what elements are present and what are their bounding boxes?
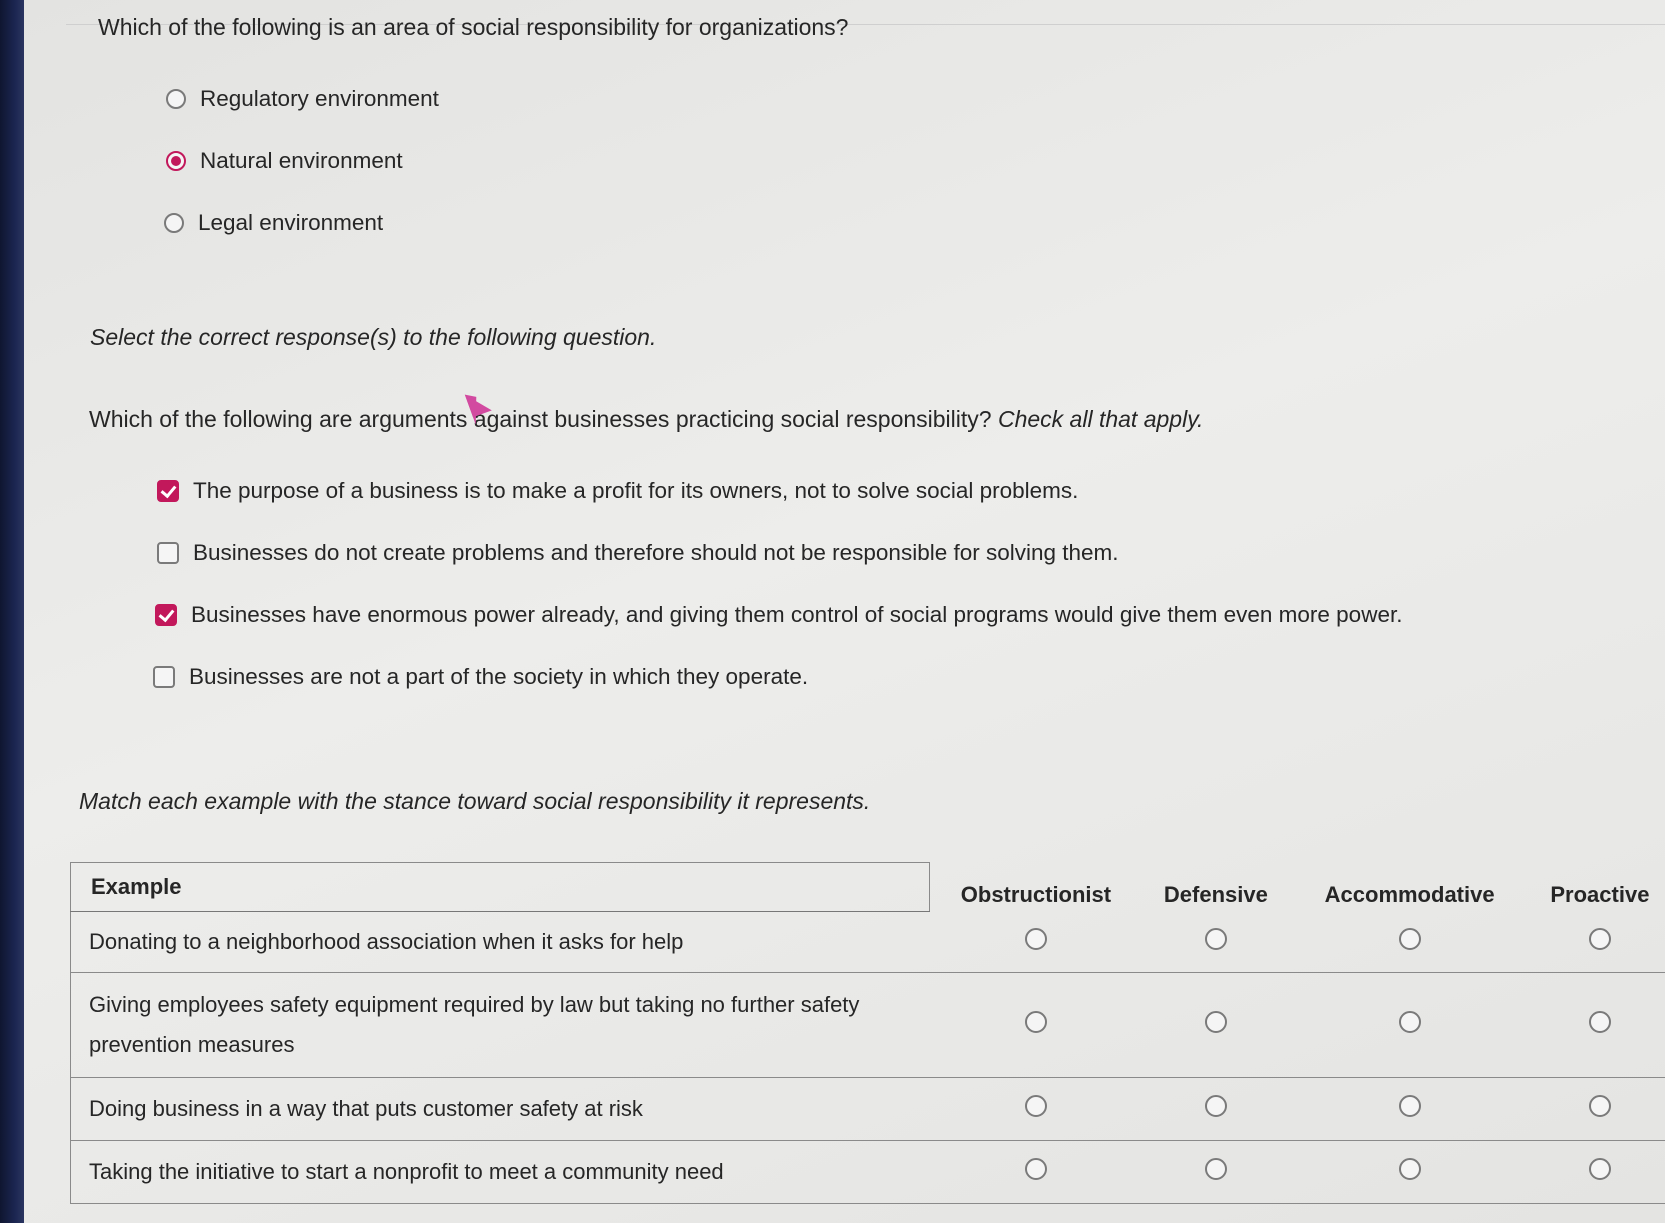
matching-table [70, 862, 1665, 1204]
radio-button[interactable] [1025, 1095, 1047, 1117]
q2-option-1[interactable] [157, 478, 1078, 504]
obstructionist-cell [929, 973, 1142, 1078]
left-sidebar-edge [0, 0, 24, 1223]
obstructionist-cell [929, 912, 1142, 973]
radio-button[interactable] [1399, 1158, 1421, 1180]
option-label: The purpose of a business is to make a profit for its owners, not to solve social problems. [193, 478, 1079, 503]
proactive-cell [1530, 1078, 1665, 1141]
option-label: Natural environment [200, 148, 403, 173]
example-cell: Doing business in a way that puts customer safety at risk [71, 1078, 930, 1141]
proactive-cell [1530, 912, 1665, 973]
defensive-cell [1142, 1141, 1289, 1204]
obstructionist-cell [929, 1078, 1142, 1141]
proactive-cell [1530, 973, 1665, 1078]
option-label: Regulatory environment [200, 86, 439, 111]
radio-button[interactable] [1205, 928, 1227, 950]
proactive-column-header: Proactive [1550, 881, 1650, 907]
obstructionist-column-header: Obstructionist [960, 881, 1112, 907]
radio-button[interactable] [1205, 1011, 1227, 1033]
example-column-header: Example [71, 863, 930, 912]
accommodative-cell [1289, 973, 1529, 1078]
checkbox[interactable] [153, 666, 175, 688]
option-label: Businesses do not create problems and therefore should not be responsible for solving them. [193, 540, 1119, 565]
q1-option-legal[interactable] [164, 210, 383, 236]
checkbox-checked[interactable] [157, 480, 179, 502]
question2-hint: Check all that apply. [997, 406, 1204, 432]
defensive-cell [1142, 1078, 1289, 1141]
radio-button[interactable] [1205, 1158, 1227, 1180]
radio-button[interactable] [1589, 1095, 1611, 1117]
radio-button-selected[interactable] [166, 151, 186, 171]
q1-option-regulatory[interactable] [166, 86, 439, 112]
radio-button[interactable] [1399, 1095, 1421, 1117]
accommodative-cell [1289, 1141, 1529, 1204]
example-cell: Giving employees safety equipment required by law but taking no further safety prevention measures [71, 973, 930, 1078]
question2-prompt: Which of the following are arguments against businesses practicing social responsibility? [89, 406, 992, 432]
table-header-row [71, 863, 1665, 912]
obstructionist-cell [929, 1141, 1142, 1204]
example-cell: Donating to a neighborhood association when it asks for help [71, 912, 930, 973]
radio-button[interactable] [1025, 1158, 1047, 1180]
q2-option-3[interactable] [155, 602, 1402, 628]
checkbox[interactable] [157, 542, 179, 564]
radio-button[interactable] [1399, 928, 1421, 950]
question2-text [89, 406, 1203, 433]
radio-button[interactable] [1589, 1011, 1611, 1033]
radio-button[interactable] [1589, 1158, 1611, 1180]
q1-option-natural[interactable] [166, 148, 403, 174]
question2-instruction: Select the correct response(s) to the following question. [90, 324, 657, 350]
radio-button[interactable] [1205, 1095, 1227, 1117]
option-label: Businesses are not a part of the society in which they operate. [189, 664, 809, 689]
accommodative-cell [1289, 1078, 1529, 1141]
example-cell: Taking the initiative to start a nonprofit to meet a community need [71, 1141, 930, 1204]
option-label: Businesses have enormous power already, and giving them control of social programs would give them even more power. [191, 602, 1403, 627]
accommodative-column-header: Accommodative [1324, 881, 1495, 907]
radio-button[interactable] [1025, 928, 1047, 950]
table-row [71, 1141, 1665, 1204]
defensive-column-header: Defensive [1163, 881, 1268, 907]
q2-option-4[interactable] [153, 664, 808, 690]
defensive-cell [1142, 912, 1289, 973]
proactive-cell [1530, 1141, 1665, 1204]
question1-text: Which of the following is an area of social responsibility for organizations? [98, 14, 849, 40]
radio-button[interactable] [1589, 928, 1611, 950]
table-row [71, 912, 1665, 973]
question3-instruction: Match each example with the stance toward social responsibility it represents. [79, 788, 871, 814]
checkbox-checked[interactable] [155, 604, 177, 626]
table-row [71, 973, 1665, 1078]
radio-button[interactable] [166, 89, 186, 109]
q2-option-2[interactable] [157, 540, 1119, 566]
option-label: Legal environment [198, 210, 384, 235]
radio-button[interactable] [1399, 1011, 1421, 1033]
table-row [71, 1078, 1665, 1141]
radio-button[interactable] [1025, 1011, 1047, 1033]
defensive-cell [1142, 973, 1289, 1078]
radio-button[interactable] [164, 213, 184, 233]
accommodative-cell [1289, 912, 1529, 973]
